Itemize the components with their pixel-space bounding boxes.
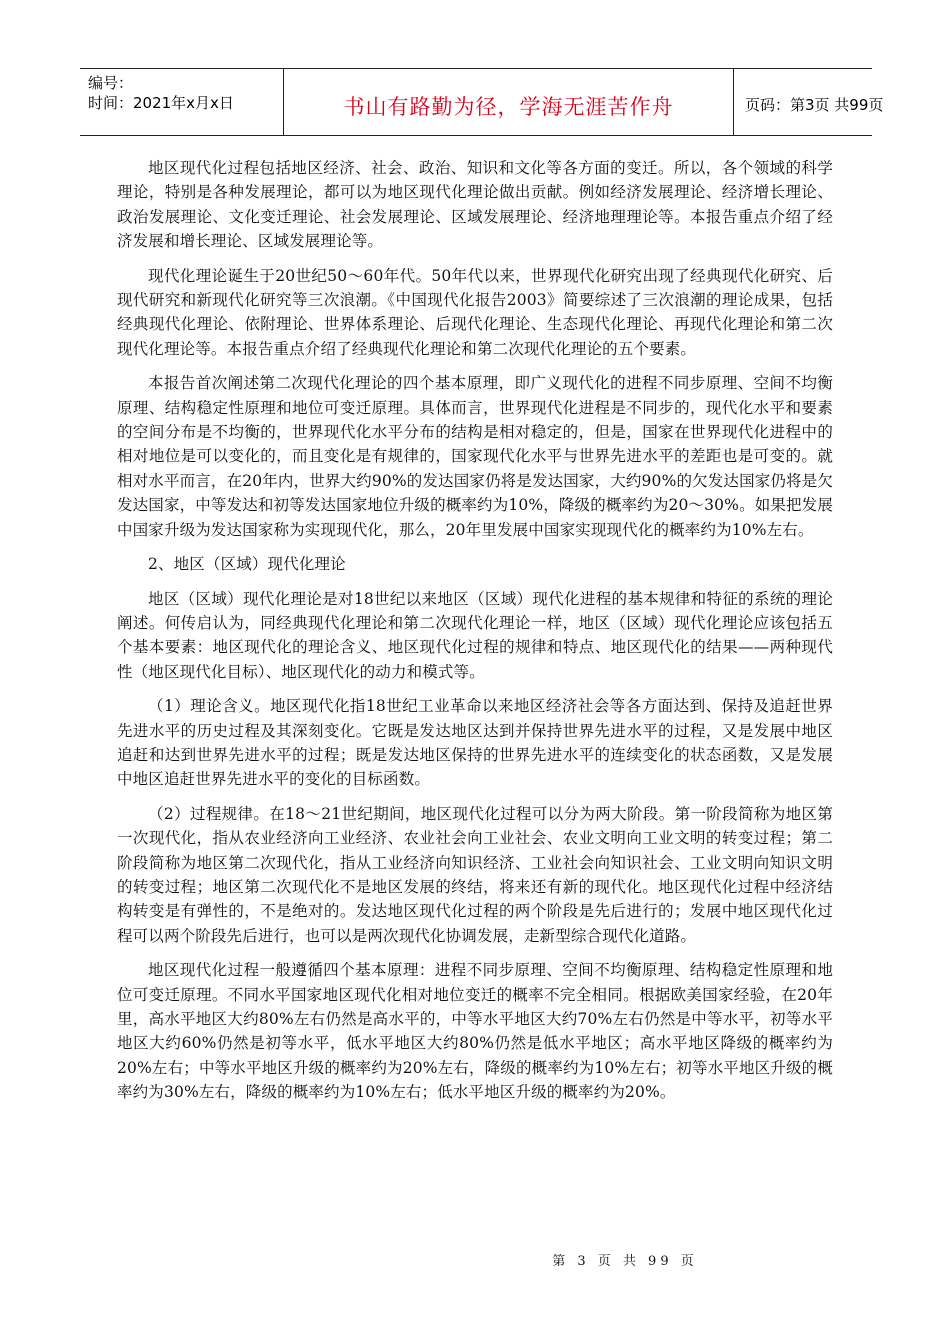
paragraph: 地区（区域）现代化理论是对18世纪以来地区（区域）现代化进程的基本规律和特征的系统的理论阐述。何传启认为，同经典现代化理论和第二次现代化理论一样，地区（区域）现代化理论应该包括五个基本要素：地区现代化的理论含义、地区现代化过程的规律和特点、地区现代化的结果——两种现代性（地区现代化目标）、地区现代化的动力和模式等。 bbox=[117, 589, 833, 681]
header-page-cell bbox=[735, 69, 884, 135]
document-number-label: 编号： bbox=[88, 74, 134, 92]
paragraph: （1）理论含义。地区现代化指18世纪工业革命以来地区经济社会等各方面达到、保持及追赶世界先进水平的历史过程及其深刻变化。它既是发达地区达到并保持世界先进水平的过程，又是发展中地区追赶和达到世界先进水平的过程；既是发达地区保持的世界先进水平的连续变化的状态函数，又是发展中地区追赶世界先进水平的变化的目标函数。 bbox=[117, 697, 833, 789]
paragraph: 地区现代化过程一般遵循四个基本原理：进程不同步原理、空间不均衡原理、结构稳定性原理和地位可变迁原理。不同水平国家地区现代化相对地位变迁的概率不完全相同。根据欧美国家经验，在20年里，高水平地区大约80%左右仍然是高水平的，中等水平地区大约70%左右仍然是中等水平，初等水平地区大约60%仍然是初等水平，低水平地区大约80%仍然是低水平地区；高水平地区降级的概率约为20%左右；中等水平地区升级的概率约为20%左右，降级的概率约为10%左右；初等水平地区升级的概率约为30%左右，降级的概率约为10%左右；低水平地区升级的概率约为20%。 bbox=[117, 961, 833, 1102]
section-heading: 2、地区（区域）现代化理论 bbox=[148, 555, 346, 574]
page-footer: 第 3 页 共 99 页 bbox=[552, 1254, 698, 1269]
paragraph: （2）过程规律。在18～21世纪期间，地区现代化过程可以分为两大阶段。第一阶段简称为地区第一次现代化，指从农业经济向工业经济、农业社会向工业社会、农业文明向工业文明的转变过程；第二阶段简称为地区第二次现代化，指从工业经济向知识经济、工业社会向知识社会、工业文明向知识文明的转变过程；地区第二次现代化不是地区发展的终结，将来还有新的现代化。地区现代化过程中经济结构转变是有弹性的，不是绝对的。发达地区现代化过程的两个阶段是先后进行的；发展中地区现代化过程可以两个阶段先后进行，也可以是两次现代化协调发展，走新型综合现代化道路。 bbox=[117, 804, 833, 945]
header-motto-cell bbox=[283, 69, 734, 135]
paragraph: 本报告首次阐述第二次现代化理论的四个基本原理，即广义现代化的进程不同步原理、空间不均衡原理、结构稳定性原理和地位可变迁原理。具体而言，世界现代化进程是不同步的，现代化水平和要素的空间分布是不均衡的，世界现代化水平分布的结构是相对稳定的，但是，国家在世界现代化进程中的相对地位是可以变化的，而且变化是有规律的，国家现代化水平与世界先进水平的差距也是可变的。就相对水平而言，在20年内，世界大约90%的发达国家仍将是发达国家，大约90%的欠发达国家仍将是欠发达国家，中等发达和初等发达国家地位升级的概率约为10%，降级的概率约为20～30%。如果把发展中国家升级为发达国家称为实现现代化，那么，20年里发展中国家实现现代化的概率约为10%左右。 bbox=[117, 374, 833, 539]
document-body bbox=[117, 156, 833, 1115]
document-time-label: 时间：2021年x月x日 bbox=[88, 94, 234, 112]
header-left-cell bbox=[80, 69, 280, 135]
paragraph: 地区现代化过程包括地区经济、社会、政治、知识和文化等各方面的变迁。所以，各个领域的科学理论，特别是各种发展理论，都可以为地区现代化理论做出贡献。例如经济发展理论、经济增长理论、政治发展理论、文化变迁理论、社会发展理论、区域发展理论、经济地理理论等。本报告重点介绍了经济发展和增长理论、区域发展理论等。 bbox=[117, 159, 833, 251]
page-header bbox=[80, 68, 884, 136]
header-motto: 书山有路勤为径，学海无涯苦作舟 bbox=[343, 95, 674, 119]
paragraph: 现代化理论诞生于20世纪50～60年代。50年代以来，世界现代化研究出现了经典现代化研究、后现代研究和新现代化研究等三次浪潮。《中国现代化报告2003》简要综述了三次浪潮的理论成果，包括经典现代化理论、依附理论、世界体系理论、后现代化理论、生态现代化理论、再现代化理论和第二次现代化理论等。本报告重点介绍了经典现代化理论和第二次现代化理论的五个要素。 bbox=[117, 266, 833, 358]
header-page-info: 页码：第3页 共99页 bbox=[745, 96, 884, 114]
